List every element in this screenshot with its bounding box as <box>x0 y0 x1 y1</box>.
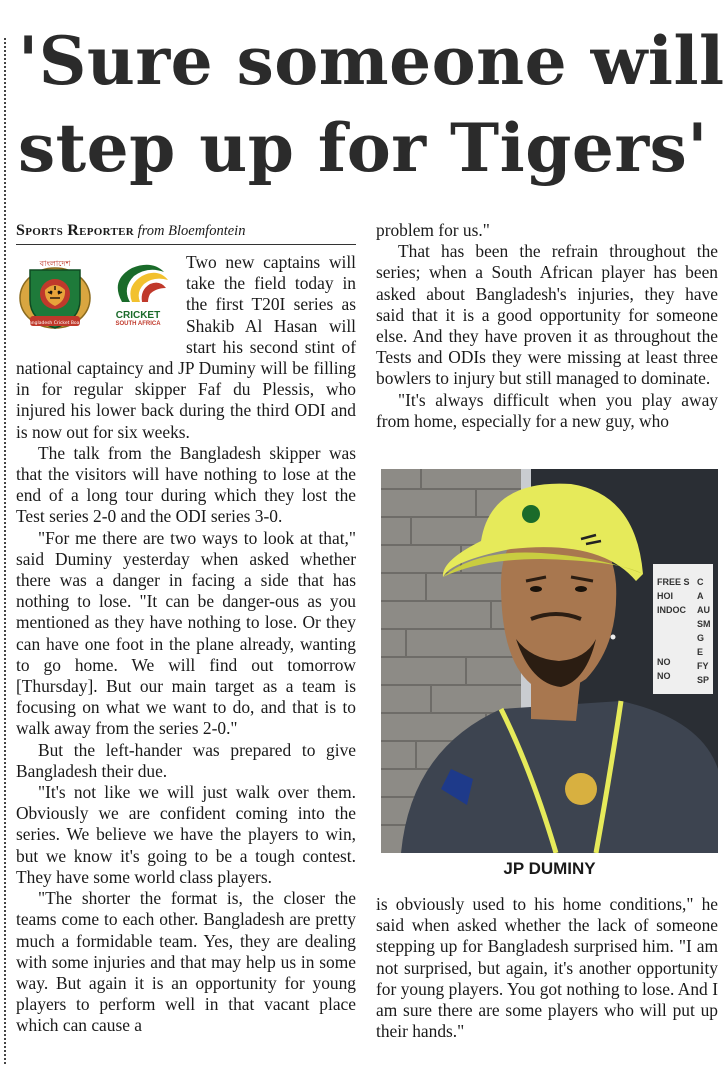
sign-right-4: SM <box>697 619 711 629</box>
sign-line-3: INDOC <box>657 605 686 615</box>
left-paragraph-1: Two new captains will take the field today in the first T20I series as Shakib Al Hasan will start his second stint of national captaincy and JP Duminy will be filling in for regular skipper Faf du Plessis, who injured his lower back during the third ODI and is now out for six weeks. <box>16 252 356 442</box>
csa-wordmark <box>102 310 174 328</box>
left-paragraph-2: The talk from the Bangladesh skipper was that the visitors will have nothing to lose at the end of a long tour during which they lost the Test series 2-0 and the ODI series 3-0. <box>16 442 356 527</box>
player-photo-illustration <box>381 469 718 853</box>
right-paragraph-4: is obviously used to his home conditions," he said when asked whether the lack of someone stepping up for Bangladesh surprised him. "I am not surprised, but again, it's another opportunity for young players. You got nothing to lose. And I am sure there are some players who will put up their hands." <box>376 894 718 1042</box>
sign-line-5: NO <box>657 671 671 681</box>
right-paragraph-3: "It's always difficult when you play away from home, especially for a new guy, who <box>376 389 718 431</box>
right-column-bottom <box>376 894 718 1042</box>
sign-right-7: FY <box>697 661 709 671</box>
bd-logo-text-top: বাংলাদেশ <box>39 259 71 268</box>
sign-right-2: A <box>697 591 704 601</box>
csa-line1: CRICKET <box>115 310 161 321</box>
sign-line-1: FREE S <box>657 577 690 587</box>
team-logos <box>16 254 178 336</box>
right-paragraph-2: That has been the refrain throughout the series; when a South African player has been asked about Bangladesh's injuries, they have said that it is a good opportunity for someone else. And they have proven it as throughout the Tests and ODIs they were missing at least three bowlers to injury but still managed to dominate. <box>376 241 718 389</box>
right-paragraph-1: problem for us." <box>376 220 490 240</box>
sign-line-4: NO <box>657 657 671 667</box>
byline <box>16 220 356 245</box>
sign-right-1: C <box>697 577 704 587</box>
dotted-column-rule <box>4 38 6 1064</box>
left-paragraph-4: But the left-hander was prepared to give Bangladesh their due. <box>16 739 356 781</box>
byline-reporter: Sports Reporter <box>16 222 135 239</box>
csa-line2: SOUTH AFRICA <box>115 321 161 327</box>
sign-right-3: AU <box>697 605 710 615</box>
right-column-top <box>376 220 718 432</box>
photo-caption: JP DUMINY <box>503 859 596 878</box>
sign-right-6: E <box>697 647 704 657</box>
left-paragraph-5: "It's not like we will just walk over them. Obviously we are confident coming into the series. We believe we have the players to win, but we know it's going to be a tough contest. They have some world class players. <box>16 782 356 887</box>
left-paragraph-3: "For me there are two ways to look at that," said Duminy yesterday when asked whether there was a danger in facing a side that has nothing to lose. "It can be danger-ous as you mentioned as they have nothing to lose. Or they can have one foot in the plane already, wanting to go home. We will find out tomorrow [Thursday]. But our main target as a team is focusing on what we want to do, and that is to walk away from the series 2-0." <box>16 527 356 739</box>
left-column <box>16 220 356 1037</box>
sign-line-2: HOI <box>657 591 674 601</box>
headline-line-2: step up for Tigers' <box>18 109 708 187</box>
headline <box>18 18 725 192</box>
bd-logo-text-bottom: Bangladesh Cricket Board <box>25 321 85 326</box>
left-paragraph-6: "The shorter the format is, the closer the teams come to each other. Bangladesh are pretty much a formidable team. Yes, they are dealing with some injuries and that may help us in some way. But again it is an opportunity for young players to perform well in that vacant place which can cause a <box>16 888 356 1036</box>
headline-line-1: 'Sure someone will <box>18 22 725 100</box>
sign-right-8: SP <box>697 675 710 685</box>
bangladesh-cricket-logo <box>16 254 94 334</box>
sign-right-5: G <box>697 633 705 643</box>
byline-location: from Bloemfontein <box>137 223 246 239</box>
player-photo <box>381 469 718 853</box>
